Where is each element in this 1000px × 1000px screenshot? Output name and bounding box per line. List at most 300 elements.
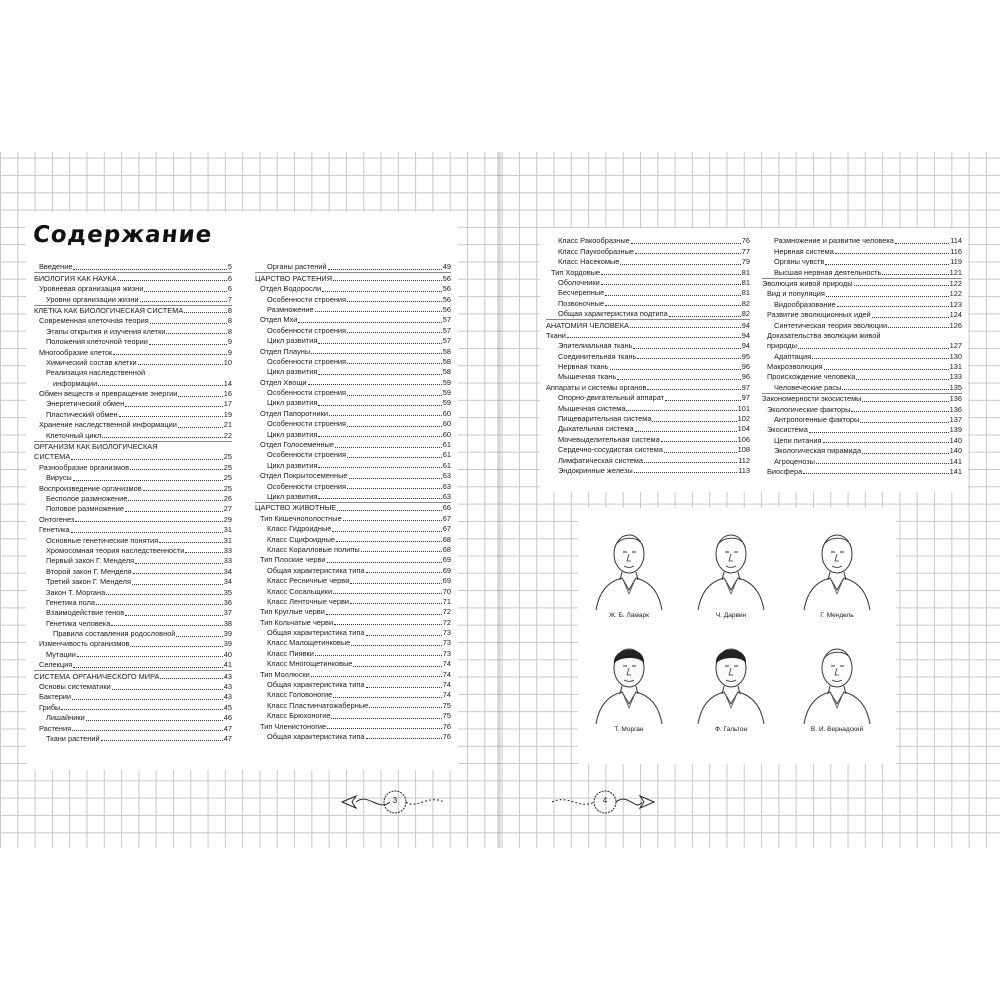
toc-entry-title: Цикл развития	[267, 429, 318, 439]
toc-dot-leader	[96, 604, 223, 605]
toc-entry-title: Тип Моллюски	[260, 669, 310, 679]
toc-entry	[255, 315, 451, 325]
toc-entry	[546, 309, 750, 319]
toc-dot-leader	[86, 720, 223, 721]
toc-page-number: 72	[442, 617, 451, 627]
toc-page-number: 76	[442, 721, 451, 731]
toc-entry-title: Размножение	[267, 304, 314, 314]
toc-dot-leader	[135, 563, 223, 564]
toc-entry-title: Мутации	[46, 649, 76, 659]
toc-page-number: 126	[949, 320, 962, 330]
toc-dot-leader	[333, 280, 442, 281]
toc-page-number: 82	[741, 309, 750, 319]
toc-page-number: 68	[442, 544, 451, 554]
toc-entry	[255, 732, 451, 742]
toc-entry	[762, 435, 962, 445]
toc-dot-leader	[349, 478, 442, 479]
toc-entry-title: Хранение наследственной информации	[39, 420, 177, 430]
toc-dot-leader	[318, 343, 441, 344]
toc-page-number: 112	[738, 455, 750, 465]
toc-page-number: 113	[738, 465, 750, 475]
toc-dot-leader	[326, 614, 442, 615]
toc-entry	[762, 331, 962, 341]
toc-dot-leader	[149, 344, 227, 345]
toc-entry-title: Класс Ресничные черви	[267, 576, 350, 586]
toc-page-number: 39	[223, 639, 232, 649]
toc-entry	[34, 347, 232, 357]
toc-entry	[762, 456, 962, 466]
toc-entry	[34, 723, 232, 733]
toc-dot-leader	[347, 301, 442, 302]
toc-entry-title: КЛЕТКА КАК БИОЛОГИЧЕСКАЯ СИСТЕМА	[34, 305, 184, 315]
toc-entry-title: Макроэволюция	[767, 362, 823, 372]
toc-entry	[255, 388, 451, 398]
toc-entry	[34, 629, 232, 639]
toc-page-number: 5	[227, 262, 232, 272]
toc-dot-leader	[652, 421, 736, 422]
toc-entry	[34, 535, 232, 545]
toc-entry-title: ОРГАНИЗМ КАК БИОЛОГИЧЕСКАЯ	[34, 442, 158, 452]
toc-dot-leader	[185, 552, 222, 553]
toc-entry	[546, 288, 750, 298]
toc-entry-title: Пищеварительная система	[558, 414, 652, 424]
toc-dot-leader	[826, 296, 949, 297]
toc-entry-title: Особенности строения	[267, 481, 347, 491]
toc-dot-leader	[132, 584, 223, 585]
toc-dot-leader	[366, 687, 442, 688]
toc-page-number: 130	[949, 351, 962, 361]
toc-entry	[255, 262, 451, 272]
portrait	[792, 520, 882, 630]
toc-page-number: 40	[223, 649, 232, 659]
toc-page-number: 31	[223, 535, 232, 545]
toc-entry-title: Тип Хордовые	[551, 267, 601, 277]
toc-dot-leader	[862, 453, 949, 454]
toc-entry-title: Отдел Голосеменные	[260, 440, 334, 450]
toc-page-number: 16	[223, 389, 232, 399]
toc-entry-title: Сердечно-сосудистая система	[558, 445, 663, 455]
toc-entry-title: Второй закон Г. Менделя	[46, 566, 132, 576]
toc-page-number: 73	[442, 628, 451, 638]
toc-entry-title: Генетика пола	[46, 597, 96, 607]
toc-page-number: 141	[949, 466, 962, 476]
toc-page-number: 66	[442, 503, 451, 513]
toc-dot-leader	[851, 411, 948, 412]
toc-entry	[546, 341, 750, 351]
toc-page-number: 74	[442, 680, 451, 690]
toc-entry-title: Тип Круглые черви	[260, 607, 325, 617]
toc-entry-title: Современная клеточная теория	[39, 316, 149, 326]
toc-page-number: 141	[949, 456, 962, 466]
toc-entry-title: БИОЛОГИЯ КАК НАУКА	[34, 273, 117, 283]
toc-dot-leader	[318, 436, 441, 437]
toc-dot-leader	[159, 542, 223, 543]
toc-page-number: 14	[223, 378, 232, 388]
toc-entry	[546, 362, 750, 372]
toc-dot-leader	[803, 473, 948, 474]
portrait	[792, 634, 882, 744]
toc-entry	[255, 294, 451, 304]
toc-entry	[34, 262, 232, 272]
toc-entry-title: Основные генетические понятия	[46, 535, 159, 545]
toc-entry-title: ЦАРСТВО РАСТЕНИЯ	[255, 273, 333, 283]
toc-entry-title: Закономерности экосистемы	[762, 394, 862, 404]
toc-entry-title: Растения	[39, 723, 72, 733]
toc-page-number: 76	[741, 236, 750, 246]
toc-entry	[34, 409, 232, 419]
toc-entry-title: Третий закон Г. Менделя	[46, 577, 131, 587]
toc-entry	[255, 305, 451, 315]
toc-entry	[255, 555, 451, 565]
toc-entry	[255, 648, 451, 658]
toc-entry-title: Класс Коралловые полипы	[267, 544, 360, 554]
toc-dot-leader	[347, 363, 442, 364]
toc-dot-leader	[665, 400, 741, 401]
toc-page-number: 137	[949, 415, 962, 425]
toc-entry	[762, 404, 962, 414]
toc-entry	[255, 513, 451, 523]
toc-entry	[546, 257, 750, 267]
toc-entry	[34, 378, 232, 388]
toc-entry-title: Онтогенез	[39, 514, 75, 524]
toc-entry	[34, 473, 232, 483]
toc-page-number: 123	[949, 299, 962, 309]
toc-page-number: 140	[949, 435, 962, 445]
toc-dot-leader	[610, 369, 741, 370]
toc-entry-title: Адаптация	[774, 351, 812, 361]
toc-entry	[762, 289, 962, 299]
toc-page-number: 58	[442, 367, 451, 377]
toc-page-number: 57	[442, 325, 451, 335]
toc-page-number: 74	[442, 690, 451, 700]
toc-entry	[255, 711, 451, 721]
toc-page-number: 58	[442, 356, 451, 366]
toc-dot-leader	[72, 730, 223, 731]
toc-entry-title: Эволюция живой природы	[762, 278, 853, 288]
toc-dot-leader	[366, 635, 442, 636]
toc-page-number: 29	[223, 514, 232, 524]
toc-page-number: 97	[741, 382, 750, 392]
toc-page-number: 127	[949, 341, 962, 351]
toc-page-number: 74	[442, 659, 451, 669]
portrait-drawing	[686, 520, 776, 610]
toc-page-number: 57	[442, 315, 451, 325]
toc-page-number: 67	[442, 513, 451, 523]
toc-page-number: 60	[442, 408, 451, 418]
toc-entry	[762, 246, 962, 256]
toc-dot-leader	[77, 656, 223, 657]
toc-dot-leader	[318, 498, 441, 499]
toc-entry-title: Особенности строения	[267, 388, 347, 398]
toc-page-number: 108	[737, 445, 750, 455]
toc-entry	[34, 639, 232, 649]
toc-entry	[546, 403, 750, 413]
toc-entry	[546, 278, 750, 288]
toc-dot-leader	[184, 312, 227, 313]
toc-entry-title: Уровневая организация жизни	[39, 284, 144, 294]
toc-page-number: 59	[442, 377, 451, 387]
toc-page-number: 94	[741, 330, 750, 340]
toc-dot-leader	[347, 488, 442, 489]
toc-entry	[255, 680, 451, 690]
toc-entry	[255, 272, 451, 283]
toc-entry	[762, 415, 962, 425]
toc-entry	[255, 429, 451, 439]
portrait	[584, 520, 674, 630]
toc-entry-title: Человеческие расы	[774, 382, 842, 392]
toc-entry-title: Нервная система	[774, 246, 834, 256]
toc-page-number: 58	[442, 346, 451, 356]
toc-page-number: 96	[741, 372, 750, 382]
toc-entry-title: Общая характеристика типа	[267, 731, 365, 741]
top-margin	[0, 0, 1000, 152]
toc-entry	[255, 565, 451, 575]
toc-page-number: 33	[223, 556, 232, 566]
toc-page-number: 63	[442, 481, 451, 491]
toc-entry-title: Отдел Хвощи	[260, 377, 307, 387]
toc-entry-title: Цикл развития	[267, 460, 318, 470]
toc-entry-title: Общая характеристика подтипа	[558, 309, 668, 319]
toc-page-number: 56	[442, 284, 451, 294]
toc-page-number: 43	[223, 671, 232, 681]
toc-entry-title: Обмен веществ и превращение энергии	[39, 389, 178, 399]
toc-entry-title: Отдел Покрытосеменные	[260, 471, 348, 481]
toc-entry-title: Цикл развития	[267, 336, 318, 346]
toc-entry	[34, 483, 232, 493]
toc-dot-leader	[661, 441, 737, 442]
toc-entry-title: Правила составления родословной	[53, 629, 176, 639]
toc-dot-leader	[337, 510, 442, 511]
toc-entry-title: Многообразие клеток	[39, 347, 113, 357]
toc-entry	[255, 534, 451, 544]
toc-entry	[762, 236, 962, 246]
toc-entry	[34, 272, 232, 283]
toc-page-number: 61	[442, 440, 451, 450]
bottom-margin	[0, 848, 1000, 1000]
toc-dot-leader	[837, 306, 949, 307]
toc-entry-title: Уровни организации жизни	[46, 294, 139, 304]
toc-page-number: 6	[227, 284, 232, 294]
toc-entry	[34, 670, 232, 681]
toc-dot-leader	[798, 348, 949, 349]
toc-entry-title: ЦАРСТВО ЖИВОТНЫЕ	[255, 503, 337, 513]
toc-entry-title: Положения клеточной теории	[46, 337, 148, 347]
toc-entry	[255, 367, 451, 377]
toc-dot-leader	[633, 348, 740, 349]
toc-entry	[34, 702, 232, 712]
toc-entry	[255, 398, 451, 408]
toc-dot-leader	[119, 416, 223, 417]
toc-entry-title: Особенности строения	[267, 450, 347, 460]
toc-entry-title: Половое размножение	[46, 504, 124, 514]
toc-entry	[255, 524, 451, 534]
toc-page-number: 56	[442, 294, 451, 304]
toc-page-number: 26	[223, 493, 232, 503]
portrait-drawing	[792, 520, 882, 610]
toc-entry-title: Отдел Папоротники	[260, 408, 328, 418]
toc-dot-leader	[178, 427, 223, 428]
toc-dot-leader	[101, 740, 223, 741]
toc-entry	[34, 587, 232, 597]
portrait-drawing	[686, 634, 776, 724]
toc-page-number: 60	[442, 419, 451, 429]
toc-entry	[255, 669, 451, 679]
toc-dot-leader	[128, 500, 222, 501]
toc-entry-title: Отдел Мхи	[260, 315, 298, 325]
portrait-drawing	[584, 634, 674, 724]
toc-entry	[546, 414, 750, 424]
toc-entry-title: Основы систематики	[39, 682, 111, 692]
toc-page-number: 34	[223, 566, 232, 576]
toc-entry-title: Эпителиальная ткань	[558, 341, 633, 351]
toc-dot-leader	[366, 738, 442, 739]
toc-page-number: 8	[227, 305, 232, 315]
portrait	[686, 634, 776, 744]
toc-dot-leader	[842, 389, 948, 390]
toc-page-number: 69	[442, 576, 451, 586]
portrait	[584, 634, 674, 744]
toc-entry	[762, 351, 962, 361]
page-title: Содержание	[31, 222, 214, 248]
toc-dot-leader	[343, 520, 442, 521]
toc-entry-title: Экосистема	[767, 425, 808, 435]
toc-entry	[34, 546, 232, 556]
toc-page-number: 116	[950, 246, 962, 256]
toc-entry	[255, 377, 451, 387]
toc-dot-leader	[664, 452, 737, 453]
toc-page-number: 76	[442, 731, 451, 741]
toc-entry	[255, 460, 451, 470]
toc-page-number: 75	[442, 700, 451, 710]
toc-page-number: 73	[442, 638, 451, 648]
toc-page-number: 131	[949, 362, 962, 372]
toc-page-number: 45	[223, 702, 232, 712]
toc-entry-title: Класс Сцифоидные	[267, 534, 336, 544]
toc-entry	[762, 467, 962, 477]
toc-entry-title: Аппараты и системы органов	[546, 382, 647, 392]
toc-page-number: 94	[741, 341, 750, 351]
toc-entry	[762, 446, 962, 456]
toc-entry-title: Бесчерепные	[558, 288, 605, 298]
toc-entry-title: Закон Т. Моргана	[46, 587, 106, 597]
toc-dot-leader	[160, 678, 222, 679]
toc-entry	[546, 466, 750, 476]
toc-entry	[34, 566, 232, 576]
toc-entry	[255, 690, 451, 700]
toc-entry-title: Этапы открытия и изучения клетки	[46, 326, 166, 336]
toc-page-number: 25	[223, 462, 232, 472]
book-spine	[497, 152, 501, 848]
toc-page-number: 25	[223, 452, 232, 462]
toc-entry-title: Грибы	[39, 702, 61, 712]
toc-dot-leader	[350, 583, 441, 584]
toc-entry	[34, 692, 232, 702]
toc-dot-leader	[106, 594, 223, 595]
toc-dot-leader	[882, 274, 948, 275]
toc-entry-title: Антропогенные факторы	[774, 415, 860, 425]
toc-entry-title: Тип Кишечнополостные	[260, 513, 342, 523]
toc-entry-title: Класс Брюхоногие	[267, 711, 331, 721]
toc-entry-title: Вирусы	[46, 473, 72, 483]
toc-dot-leader	[61, 709, 222, 710]
toc-entry-title: Отдел Плауны	[260, 346, 311, 356]
toc-entry	[762, 320, 962, 330]
toc-entry	[255, 545, 451, 555]
toc-entry	[255, 346, 451, 356]
toc-entry	[762, 382, 962, 392]
toc-dot-leader	[150, 323, 227, 324]
toc-dot-leader	[895, 243, 949, 244]
toc-entry-title: Ткани растений	[46, 733, 100, 743]
toc-dot-leader	[73, 269, 226, 270]
toc-entry	[255, 492, 451, 502]
toc-page-number: 63	[442, 491, 451, 501]
toc-dot-leader	[113, 354, 227, 355]
toc-entry-title: Особенности строения	[267, 356, 347, 366]
toc-page-number: 102	[737, 414, 750, 424]
toc-entry-title: Цикл развития	[267, 367, 318, 377]
toc-entry-title: Лимфатическая система	[558, 455, 643, 465]
toc-dot-leader	[816, 463, 949, 464]
toc-entry-title: Генетика человека	[46, 618, 111, 628]
toc-dot-leader	[143, 490, 223, 491]
toc-page-number: 25	[223, 483, 232, 493]
toc-page-number: 59	[442, 398, 451, 408]
toc-page-number: 56	[442, 273, 451, 283]
toc-page-number: 96	[741, 362, 750, 372]
toc-page-number: 27	[223, 504, 232, 514]
toc-entry	[34, 598, 232, 608]
toc-entry	[34, 399, 232, 409]
toc-dot-leader	[315, 655, 442, 656]
portrait-drawing	[792, 634, 882, 724]
toc-entry	[255, 576, 451, 586]
toc-page-number: 133	[949, 372, 962, 382]
toc-entry	[546, 246, 750, 256]
toc-entry-title: Агроценозы	[774, 456, 815, 466]
toc-dot-leader	[133, 573, 223, 574]
toc-entry	[255, 607, 451, 617]
toc-entry-title: Развитие эволюционных идей	[767, 310, 871, 320]
toc-dot-leader	[333, 697, 442, 698]
toc-entry	[34, 608, 232, 618]
toc-entry-title: Класс Сосальщики	[267, 586, 333, 596]
toc-dot-leader	[631, 243, 741, 244]
toc-entry-title: Класс Гидроидные	[267, 524, 332, 534]
toc-entry-title: Общая характеристика типа	[267, 565, 365, 575]
toc-page-number: 47	[223, 733, 232, 743]
toc-entry	[34, 649, 232, 659]
toc-dot-leader	[298, 322, 441, 323]
toc-entry	[546, 351, 750, 361]
toc-dot-leader	[351, 645, 442, 646]
toc-dot-leader	[75, 521, 222, 522]
toc-entry-title: Органы растений	[267, 262, 327, 272]
toc-page-number: 37	[223, 608, 232, 618]
toc-entry	[34, 525, 232, 535]
toc-dot-leader	[347, 395, 442, 396]
toc-entry-title: Мышечная ткань	[558, 372, 617, 382]
toc-entry-title: Позвоночные	[558, 298, 605, 308]
toc-entry-title: Генетика	[39, 525, 70, 535]
toc-entry-title: Цепи питания	[774, 435, 822, 445]
toc-entry	[34, 618, 232, 628]
toc-page-number: 71	[442, 596, 451, 606]
toc-dot-leader	[335, 447, 442, 448]
toc-entry	[255, 700, 451, 710]
toc-page-number: 35	[223, 587, 232, 597]
toc-entry	[34, 441, 232, 452]
